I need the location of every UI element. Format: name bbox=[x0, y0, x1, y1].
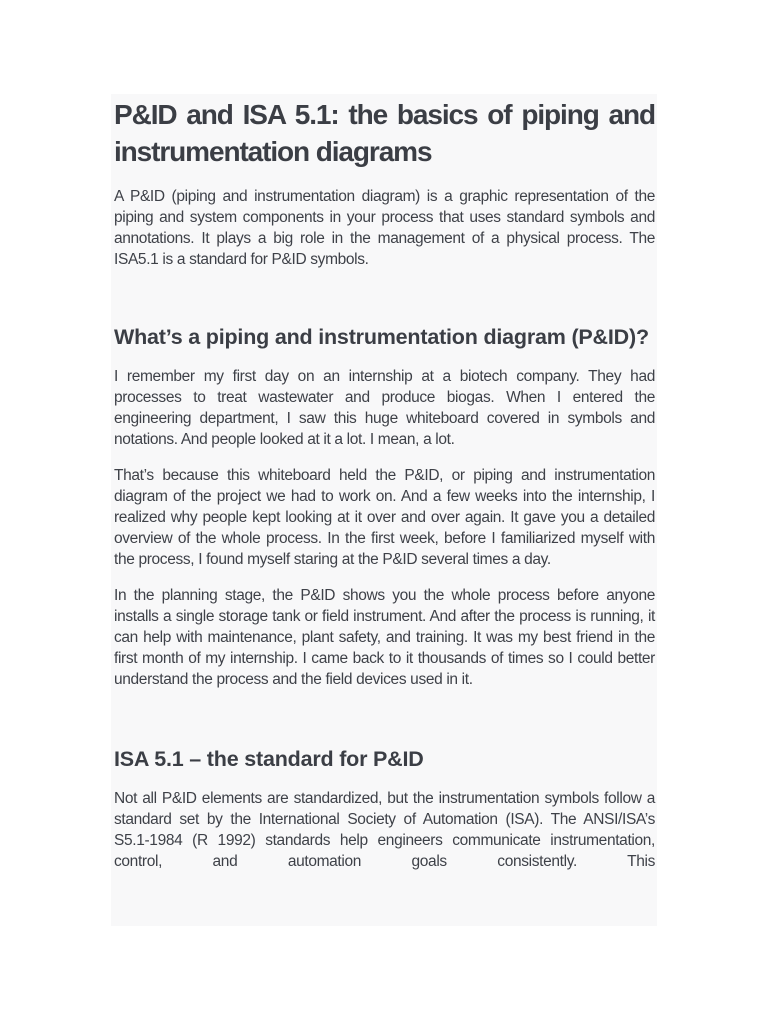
paragraph-isa-standard: Not all P&ID elements are standardized, but the instrumentation symbols follow a standard set by the International Society of Automation (ISA). The ANSI/ISA’s S5.1-1984 (R 1992) standards help engineers communicate instrumentation, control, and automation goals consistently. This bbox=[114, 790, 655, 870]
paragraph-planning-stage: In the planning stage, the P&ID shows you the whole process before anyone installs a single storage tank or field instrument. And after the process is running, it can help with maintenance, plant safety, and training. It was my best friend in the first month of my internship. I came back to it thousands of times so I could better understand the process and the field devices used in it. bbox=[114, 587, 655, 688]
paragraph-whiteboard: That’s because this whiteboard held the P&ID, or piping and instrumentation diagram of the project we had to work on. And a few weeks into the internship, I realized why people kept looking at it over and over again. It gave you a detailed overview of the whole process. In the first week, before I familiarized myself with the process, I found myself staring at the P&ID several times a day. bbox=[114, 467, 655, 568]
section-heading-what-is-pid: What’s a piping and instrumentation diagram (P&ID)? bbox=[114, 325, 649, 349]
article-title: P&ID and ISA 5.1: the basics of piping and instrumentation diagrams bbox=[114, 99, 655, 167]
section-heading-isa-5-1: ISA 5.1 – the standard for P&ID bbox=[114, 747, 424, 771]
article-text-column bbox=[114, 94, 655, 872]
article-lede: A P&ID (piping and instrumentation diagram) is a graphic representation of the piping and system components in your process that uses standard symbols and annotations. It plays a big role in the management of a physical process. The ISA5.1 is a standard for P&ID symbols. bbox=[114, 188, 655, 268]
article-body bbox=[111, 94, 657, 926]
paragraph-internship: I remember my first day on an internship at a biotech company. They had processes to treat wastewater and produce biogas. When I entered the engineering department, I saw this huge whiteboard covered in symbols and notations. And people looked at it a lot. I mean, a lot. bbox=[114, 368, 655, 448]
